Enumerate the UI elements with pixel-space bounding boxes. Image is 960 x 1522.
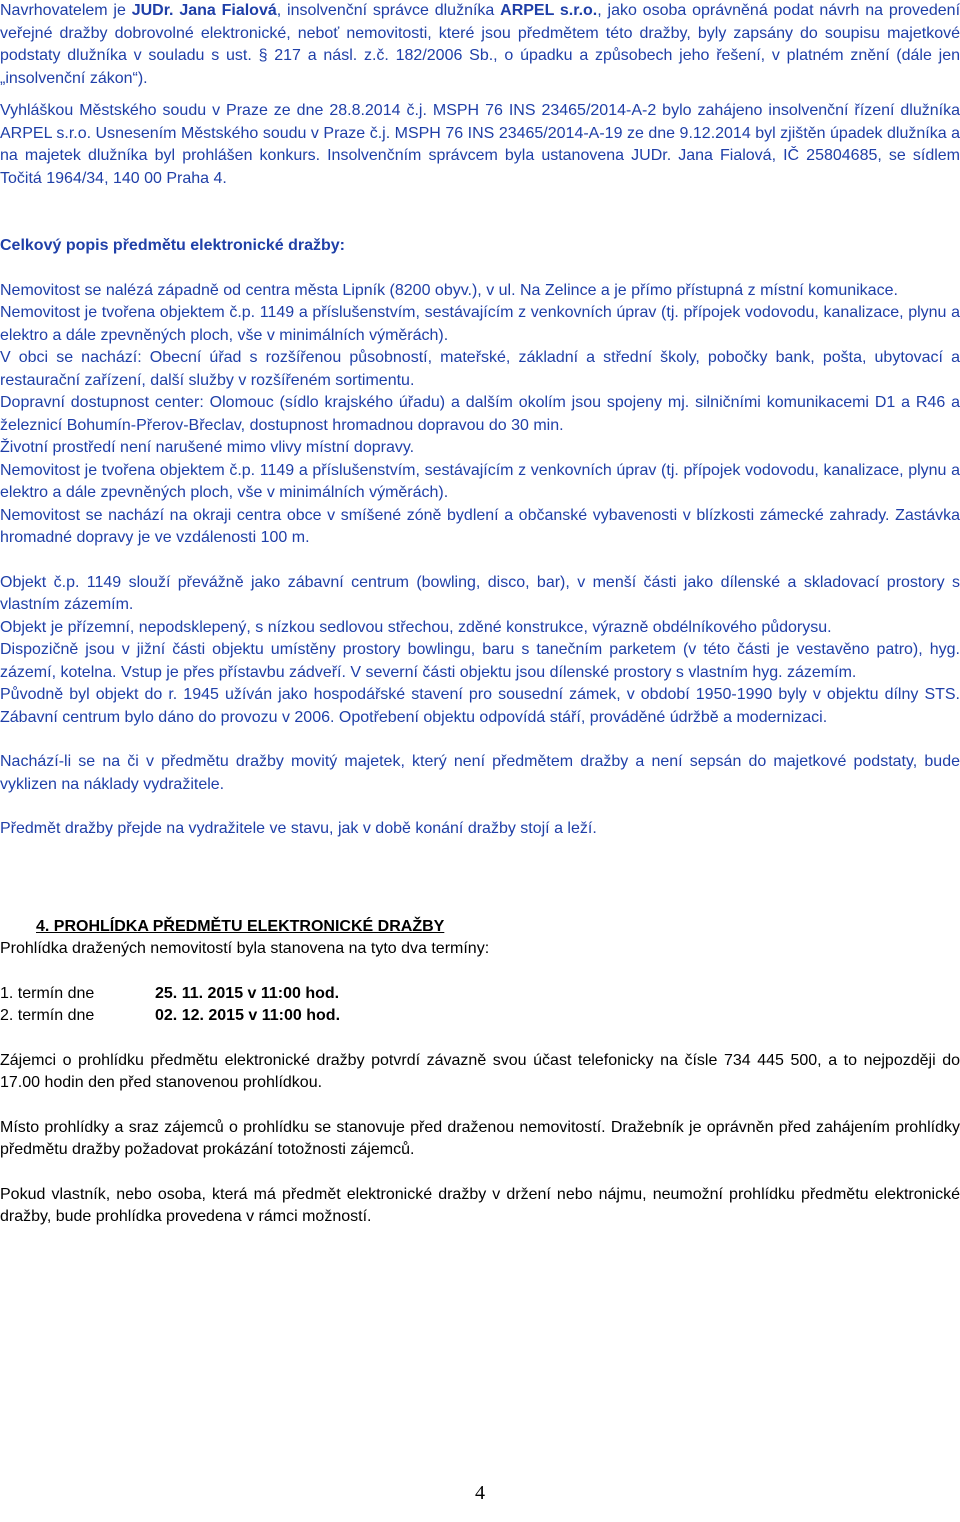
description-paragraph: Nemovitost je tvořena objektem č.p. 1149 a příslušenstvím, sestávajícím z venkovních úprav (tj. přípojek vodovodu, kanalizace, plynu a elektro a dále zpevněných ploch, vše v minimálních výměrách).: [0, 461, 960, 501]
description-paragraph: Životní prostředí není narušené mimo vlivy místní dopravy.: [0, 439, 415, 456]
description-paragraph: Nemovitost je tvořena objektem č.p. 1149 a příslušenstvím, sestávajícím z venkovních úprav (tj. přípojek vodovodu, kanalizace, plynu a elektro a dále zpevněných ploch, vše v minimálních výměrách).: [0, 304, 960, 344]
decree-paragraph: Vyhláškou Městského soudu v Praze ze dne 28.8.2014 č.j. MSPH 76 INS 23465/2014-A-2 bylo zahájeno insolvenční řízení dlužníka ARPEL s.r.o. Usnesením Městského soudu v Praze č.j. MSPH 76 INS 23465/2014-A-19 ze dne 9.12.2014 byl zjištěn úpadek dlužníka a na majetek dlužníka byl prohlášen konkurs. Insolvenčním správcem byla ustanovena JUDr. Jana Fialová, IČ 25804685, se sídlem Točitá 1964/34, 140 00 Praha 4.: [0, 102, 960, 187]
transfer-paragraph: Předmět dražby přejde na vydražitele ve stavu, jak v době konání dražby stojí a leží.: [0, 820, 597, 837]
object-paragraph: Objekt č.p. 1149 slouží převážně jako zábavní centrum (bowling, disco, bar), v menší části jako dílenské a skladovací prostory s vlastním zázemím.: [0, 573, 960, 613]
movable-property-paragraph: Nachází-li se na či v předmětu dražby movitý majetek, který není předmětem dražby a není sepsán do majetkové podstaty, bude vyklizen na náklady vydražitele.: [0, 753, 960, 793]
description-paragraph: Nemovitost se nachází na okraji centra obce v smíšené zóně bydlení a občanské vybavenosti v blízkosti zámecké zahrady. Zastávka hromadné dopravy je ve vzdálenosti 100 m.: [0, 506, 960, 546]
description-block: [0, 280, 960, 550]
viewing-term: [0, 1005, 960, 1028]
registration-paragraph: Zájemci o prohlídku předmětu elektronické dražby potvrdí závazně svou účast telefonicky na čísle 734 445 500, a to nejpozději do 17.00 hodin den před stanovenou prohlídkou.: [0, 1051, 960, 1091]
object-paragraph: Dispozičně jsou v jižní části objektu umístěny prostory bowlingu, baru s tanečním parketem (v této části je vestavěno patro), hyg. zázemí, kotelna. Vstup je přes přístavbu zádveří. V severní části objektu jsou dílenské prostory s vlastním hyg. zázemím.: [0, 641, 960, 681]
object-block: [0, 572, 960, 730]
description-paragraph: Dopravní dostupnost center: Olomouc (sídlo krajského úřadu) a dalším okolím jsou spojeny mj. silničními komunikacemi D1 a R46 a železnicí Bohumín-Přerov-Břeclav, dostupnost hromadnou dopravou do 30 min.: [0, 394, 960, 434]
page-number: 4: [475, 1482, 485, 1504]
term-date: 25. 11. 2015 v 11:00 hod.: [155, 984, 340, 1002]
meeting-place-paragraph: Místo prohlídky a sraz zájemců o prohlídku se stanovuje před draženou nemovitostí. Dražebník je oprávněn před zahájením prohlídky předmětu dražby požadovat prokázání totožnosti zájemců.: [0, 1118, 960, 1158]
description-heading: Celkový popis předmětu elektronické dražby:: [0, 237, 345, 254]
viewing-term: [0, 983, 960, 1006]
term-date: 02. 12. 2015 v 11:00 hod.: [155, 1007, 341, 1024]
owner-refusal-paragraph: Pokud vlastník, nebo osoba, která má předmět elektronické dražby v držení nebo nájmu, neumožní prohlídku předmětu elektronické dražby, bude prohlídka provedena v rámci možností.: [0, 1185, 960, 1225]
section-4-intro: Prohlídka dražených nemovitostí byla stanovena na tyto dva termíny:: [0, 940, 490, 957]
section-4-heading: 4. PROHLÍDKA PŘEDMĚTU ELEKTRONICKÉ DRAŽBY: [36, 917, 445, 935]
description-paragraph: V obci se nachází: Obecní úřad s rozšířenou působností, mateřské, základní a střední školy, pobočky bank, pošta, ubytovací a restaurační zařízení, další služby v rozšířeném sortimentu.: [0, 349, 960, 389]
term-label: 2. termín dne: [0, 1007, 95, 1024]
object-paragraph: Objekt je přízemní, nepodsklepený, s nízkou sedlovou střechou, zděné konstrukce, výrazně obdélníkového půdorysu.: [0, 618, 832, 636]
intro-text-2: , insolvenční správce dlužníka: [276, 2, 501, 19]
intro-text-1: Navrhovatelem je: [0, 2, 132, 19]
object-paragraph: Původně byl objekt do r. 1945 užíván jako hospodářské stavení pro sousední zámek, v období 1950-1990 byly v objektu dílny STS. Zábavní centrum bylo dáno do provozu v 2006. Opotřebení objektu odpovídá stáří, prováděné údržbě a modernizaci.: [0, 686, 960, 726]
administrator-name: JUDr. Jana Fialová: [131, 2, 277, 19]
term-label: 1. termín dne: [0, 984, 95, 1002]
intro-paragraph: [0, 0, 960, 90]
debtor-name: ARPEL s.r.o.: [500, 2, 598, 19]
intro-text-3: , jako osoba oprávněná podat návrh na provedení veřejné dražby dobrovolné elektronické, neboť nemovitosti, které jsou předmětem této dražby, byly zapsány do soupisu majetkové podstaty dlužníka v souladu s ust. § 217 a násl. z.č. 182/2006 Sb., o úpadku a způsobech jeho řešení, v platném znění (dále jen „insolvenční zákon“).: [0, 2, 960, 87]
viewing-terms: [0, 983, 960, 1028]
description-paragraph: Nemovitost se nalézá západně od centra města Lipník (8200 obyv.), v ul. Na Zelince a je přímo přístupná z místní komunikace.: [0, 281, 898, 299]
